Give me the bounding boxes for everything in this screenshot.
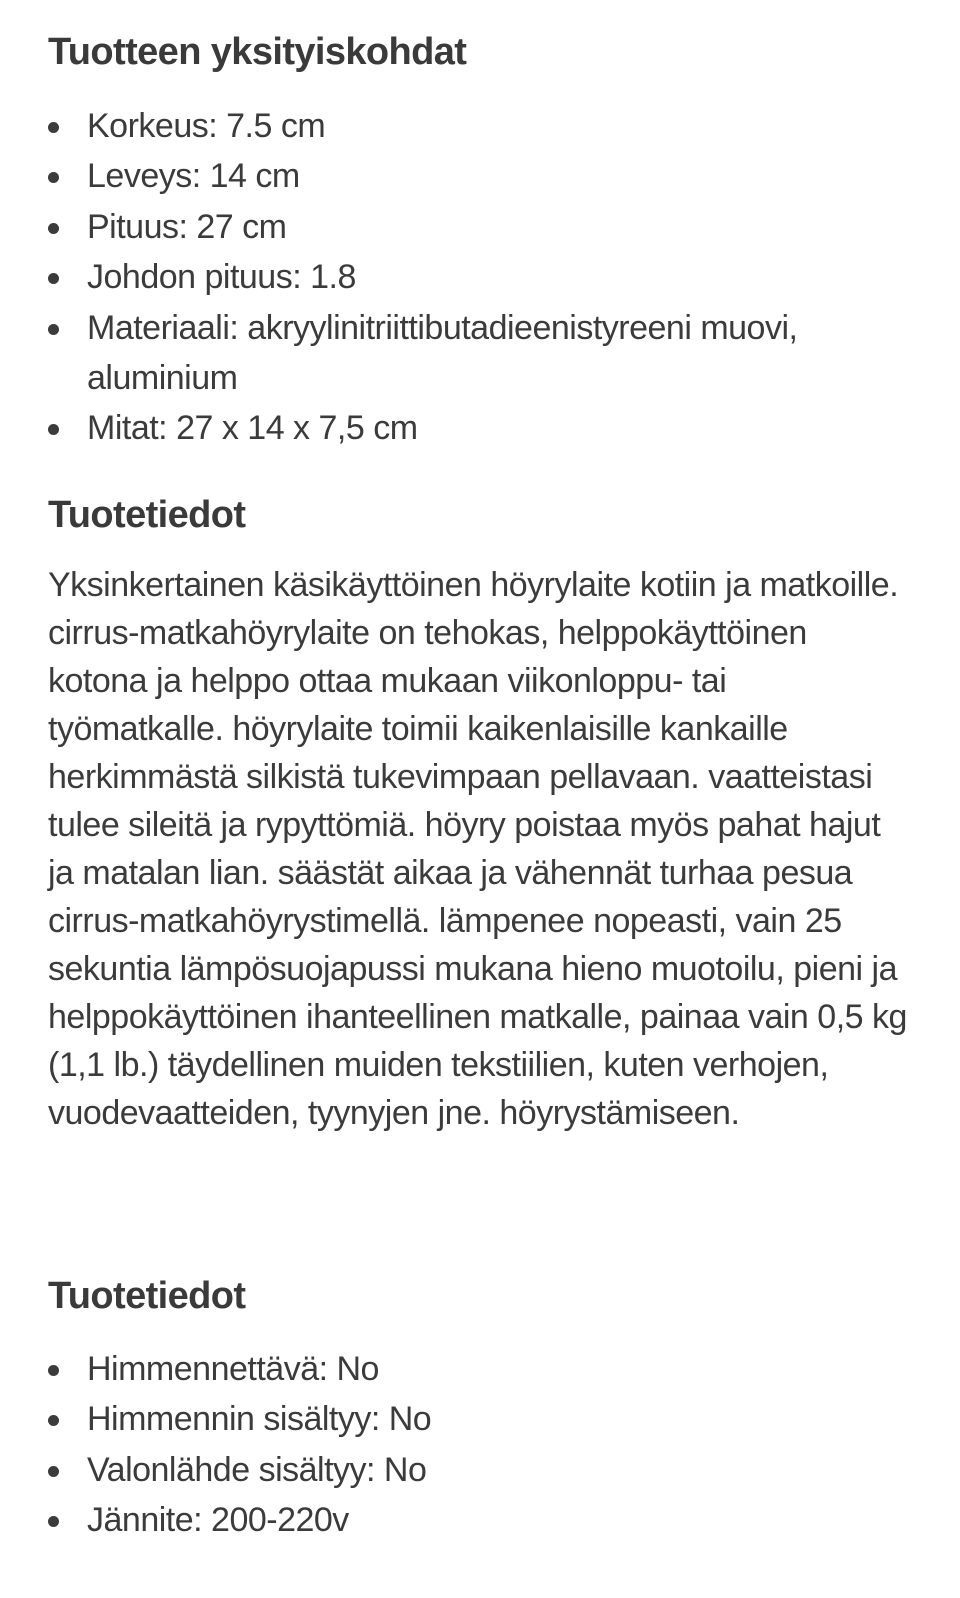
list-item — [48, 1344, 918, 1394]
bullet-icon — [48, 223, 59, 234]
list-item-text: Himmennin sisältyy: No — [87, 1400, 432, 1439]
bullet-icon — [48, 324, 59, 335]
section-heading-product-info: Tuotetiedot — [48, 1275, 246, 1317]
section-heading-product-details: Tuotteen yksityiskohdat — [48, 31, 467, 73]
list-item-text: Jännite: 200-220v — [87, 1501, 349, 1540]
list-item — [48, 303, 918, 404]
bullet-icon — [48, 1365, 59, 1376]
list-item — [48, 403, 918, 453]
list-item-text: Korkeus: 7.5 cm — [87, 107, 326, 145]
list-item-text: Himmennettävä: No — [87, 1350, 379, 1388]
list-item-text: Mitat: 27 x 14 x 7,5 cm — [87, 409, 418, 448]
list-item — [48, 1445, 918, 1495]
bullet-icon — [48, 1516, 59, 1527]
list-item — [48, 101, 918, 151]
bullet-icon — [48, 273, 59, 284]
product-description-text: Yksinkertainen käsikäyttöinen höyrylaite kotiin ja matkoille. cirrus-matkahöyrylaite on tehokas, helppokäyttöinen kotona ja helppo ottaa mukaan viikonloppu- tai työmatkalle. höyrylaite toimii kaikenlaisille kankaille herkimmästä silkistä tukevimpaan pellavaan. vaatteistasi tulee sileitä ja rypyttömiä. höyry poistaa myös pahat hajut ja matalan lian. säästät aikaa ja vähennät turhaa pesua cirrus-matkahöyrystimellä. lämpenee nopeasti, vain 25 sekuntia lämpösuojapussi mukana hieno muotoilu, pieni ja helppokäyttöinen ihanteellinen matkalle, painaa vain 0,5 kg (1,1 lb.) täydellinen muiden tekstiilien, kuten verhojen, vuodevaatteiden, tyynyjen jne. höyrystämiseen. — [48, 566, 907, 1132]
bullet-icon — [48, 1415, 59, 1426]
list-item — [48, 151, 918, 201]
bullet-icon — [48, 1466, 59, 1477]
list-item — [48, 1394, 918, 1444]
product-details-list — [48, 101, 918, 454]
section-heading-product-description: Tuotetiedot — [48, 494, 246, 536]
list-item-text: Leveys: 14 cm — [87, 157, 300, 196]
list-item-text: Johdon pituus: 1.8 — [87, 258, 356, 297]
list-item-text: Valonlähde sisältyy: No — [87, 1450, 427, 1489]
bullet-icon — [48, 122, 59, 133]
bullet-icon — [48, 172, 59, 183]
list-item — [48, 1495, 918, 1545]
list-item — [48, 202, 918, 252]
product-info-list — [48, 1344, 918, 1546]
list-item — [48, 252, 918, 302]
list-item-text: Pituus: 27 cm — [87, 207, 287, 246]
list-item-text: Materiaali: akryylinitriittibutadieenistyreeni muovi, aluminium — [87, 308, 798, 398]
bullet-icon — [48, 424, 59, 435]
